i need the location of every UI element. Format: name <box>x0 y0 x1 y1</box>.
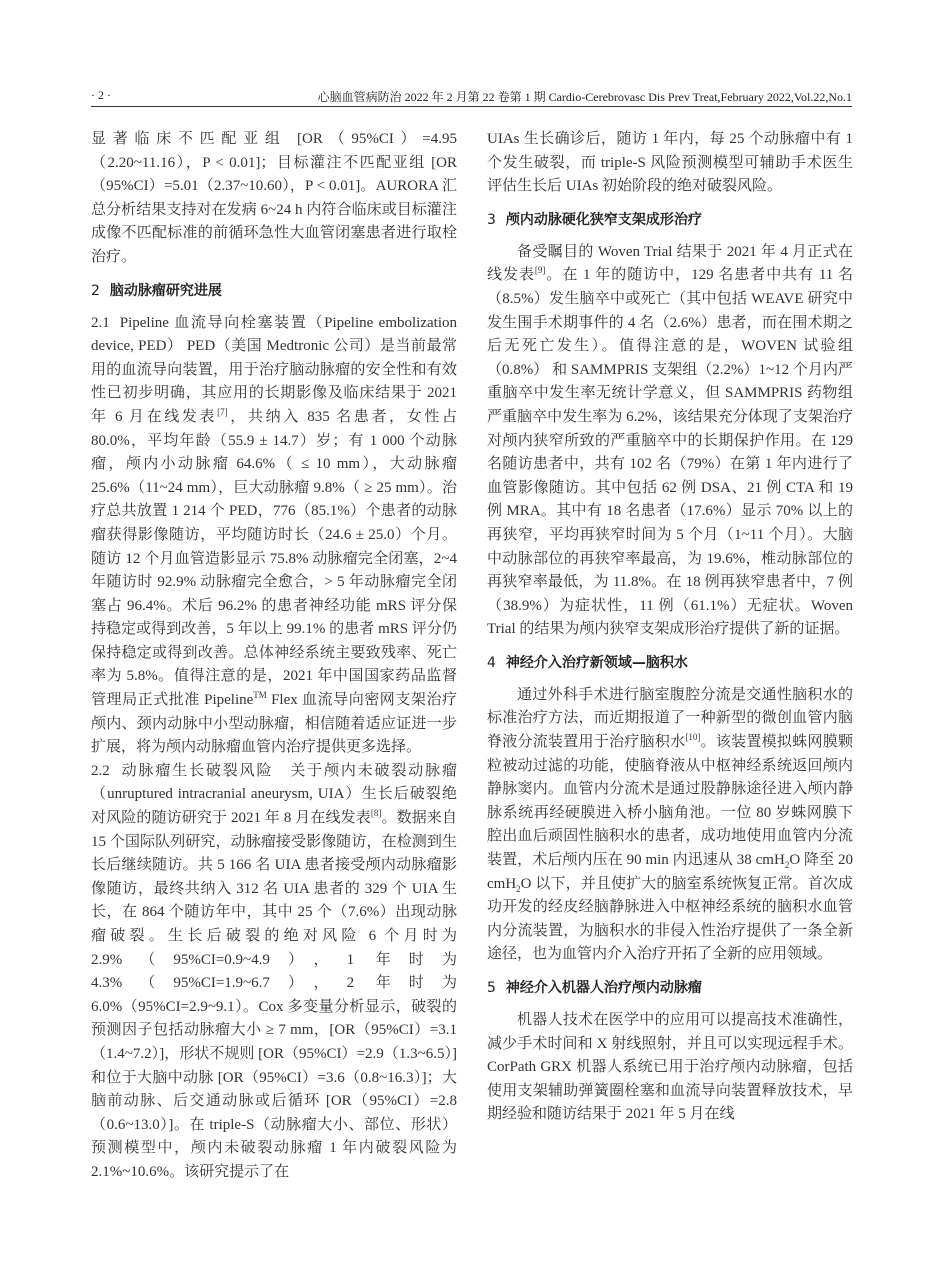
section-3-heading <box>487 209 853 231</box>
subscript: 2 <box>516 883 521 894</box>
section-number: 5 <box>487 980 496 996</box>
section-title: 神经介入治疗新领域—脑积水 <box>505 654 688 671</box>
subsection-2-1-paragraph <box>91 312 457 760</box>
paragraph-text: ，共纳入 835 名患者，女性占 80.0%，平均年龄（55.9 ± 14.7）岁；有 1 000 个动脉瘤，颅内小动脉瘤 64.6%（ ≤ 10 mm），大动脉瘤 25.6%（11~24 mm），巨大动脉瘤 9.8%（ ≥ 25 mm）。治疗总共放置 1 214 个 PED，776（85.1%）个患者的动脉瘤获得影像随访，平均随访时长（24.6 ± 25.0）个月。随访 12 个月血管造影显示 75.8% 动脉瘤完全闭塞，2~4 年随访时 92.9% 动脉瘤完全愈合，> 5 年动脉瘤完全闭塞占 96.4%。术后 96.2% 的患者神经功能 mRS 评分保持稳定或得到改善，5 年以上 99.1% 的患者 mRS 评分仍保持稳定或得到改善。总体神经系统主要致残率、死亡率为 5.8%。值得注意的是，2021 年中国国家药品监督管理局正式批准 Pipeline <box>91 408 457 709</box>
citation-ref[interactable]: [9] <box>534 265 546 276</box>
section-3-paragraph <box>487 241 853 642</box>
citation-ref[interactable]: [10] <box>685 732 701 743</box>
left-column <box>91 128 457 1185</box>
citation-ref[interactable]: [7] <box>217 406 228 417</box>
paragraph-text: Flex 血流导向密网支架治疗颅内、颈内动脉中小型动脉瘤，相信随着适应证进一步扩展，将为颅内动脉瘤血管内治疗提供更多选择。 <box>91 692 457 756</box>
paragraph-text: O 以下，并且使扩大的脑室系统恢复正常。首次成功开发的经皮经脑静脉进入中枢神经系统的脑积水血管内分流装置，为脑积水的非侵入性治疗提供了一条全新途径，也为血管内介入治疗开拓了全新的应用领域。 <box>487 875 853 963</box>
section-number: 4 <box>487 654 496 671</box>
paragraph-text: 。在 1 年的随访中，129 名患者中共有 11 名（8.5%）发生脑卒中或死亡（其中包括 WEAVE 研究中发生围手术期事件的 4 名（2.6%）患者，而在围术期之后无死亡发生）。值得注意的是，WOVEN 试验组（0.8%） 和 SAMMPRIS 支架组（2.2%）1~12 个月内严重脑卒中发生率无统计学意义，但 SAMMPRIS 药物组严重脑卒中发生率为 6.2%，该结果充分体现了支架治疗对颅内狭窄所致的严重脑卒中的长期保护作用。在 129 名随访患者中，共有 102 名（79%）在第 1 年内进行了血管影像随访。其中包括 62 例 DSA、21 例 CTA 和 19 例 MRA。其中有 18 名患者（17.6%）显示 70% 以上的再狭窄，平均再狭窄时间为 5 个月（1~11 个月）。大脑中动脉部位的再狭窄率最高，为 19.6%，椎动脉部位的再狭窄率最低，为 11.8%。在 18 例再狭窄患者中，7 例（38.9%）为症状性，11 例（61.1%）无症状。Woven Trial 的结果为颅内狭窄支架成形治疗提供了新的证据。 <box>487 267 853 638</box>
section-title: 脑动脉瘤研究进展 <box>109 282 222 299</box>
section-title: 神经介入机器人治疗颅内动脉瘤 <box>505 980 702 996</box>
journal-citation: 心脑血管病防治 2022 年 2 月第 22 卷第 1 期 Cardio-Cerebrovasc Dis Prev Treat,February 2022,Vol.22,No.1 <box>317 90 852 104</box>
subsection-2-2-paragraph <box>91 760 457 1185</box>
intro-paragraph: 显著临床不匹配亚组 [OR（95%CI）=4.95（2.20~11.16），P < 0.01]；目标灌注不匹配亚组 [OR（95%CI）=5.01（2.37~10.60），P < 0.01]。AURORA 汇总分析结果支持对在发病 6~24 h 内符合临床或目标灌注成像不匹配标准的前循环急性大血管闭塞患者进行取栓治疗。 <box>91 131 457 265</box>
continued-paragraph: UIAs 生长确诊后，随访 1 年内，每 25 个动脉瘤中有 1 个发生破裂，而 triple-S 风险预测模型可辅助手术医生评估生长后 UIAs 初始阶段的绝对破裂风险。 <box>487 131 853 195</box>
header-rule <box>91 106 852 107</box>
section-5-paragraph: 机器人技术在医学中的应用可以提高技术准确性，减少手术时间和 X 射线照射，并且可以实现远程手术。CorPath GRX 机器人系统已用于治疗颅内动脉瘤，包括使用支架辅助弹簧圈栓塞和血流导向装置释放技术，早期经验和随访结果于 2021 年 5 月在线 <box>487 1012 853 1123</box>
section-4-heading <box>487 652 853 674</box>
paragraph-text: O 降至 20 cmH <box>487 852 853 892</box>
trademark-mark: TM <box>253 690 267 701</box>
section-number: 2 <box>91 282 100 299</box>
section-4-paragraph <box>487 684 853 967</box>
subsection-number: 2.2 <box>91 762 110 779</box>
section-title: 颅内动脉硬化狭窄支架成形治疗 <box>505 211 702 228</box>
paragraph-text: 动脉瘤生长破裂风险 关于颅内未破裂动脉瘤（unruptured intracranial aneurysm, UIA）生长后破裂绝对风险的随访研究于 2021 年 8 月在线发表 <box>91 762 457 827</box>
paragraph-text: 通过外科手术进行脑室腹腔分流是交通性脑积水的标准治疗方法，而近期报道了一种新型的微创血管内脑脊液分流装置用于治疗脑积水 <box>487 686 853 751</box>
section-2-heading <box>91 280 457 302</box>
running-header <box>91 86 852 108</box>
paragraph-text: 。数据来自 15 个国际队列研究，动脉瘤接受影像随访，在检测到生长后继续随访。共 5 166 名 UIA 患者接受颅内动脉瘤影像随访，最终共纳入 312 名 UIA 患者的 329 个 UIA 生长，在 864 个随访年中，其中 25 个（7.6%）出现动脉瘤破裂。生长后破裂的绝对风险 6 个月时为 2.9%（95%CI=0.9~4.9），1 年时为 4.3%（95%CI=1.9~6.7），2 年时为 6.0%（95%CI=2.9~9.1）。Cox 多变量分析显示，破裂的预测因子包括动脉瘤大小 ≥ 7 mm，[OR（95%CI）=3.1（1.4~7.2）]，形状不规则 [OR（95%CI）=2.9（1.3~6.5）] 和位于大脑中动脉 [OR（95%CI）=3.6（0.8~16.3）]；大脑前动脉、后交通动脉或后循环 [OR（95%CI）=2.8（0.6~13.0）]。在 triple-S（动脉瘤大小、部位、形状）预测模型中，颅内未破裂动脉瘤 1 年内破裂风险为 2.1%~10.6%。该研究提示了在 <box>91 810 457 1180</box>
paragraph-text: Pipeline 血流导向栓塞装置（Pipeline embolization device, PED） PED（美国 Medtronic 公司）是当前最常用的血流导向装置，用于治疗脑动脉瘤的安全性和有效性已初步明确，其应用的长期影像及临床结果于 2021 年 6 月在线发表 <box>91 314 457 425</box>
section-5-heading <box>487 977 853 999</box>
page-number: · 2 · <box>91 88 111 102</box>
right-column <box>487 128 853 1127</box>
subsection-number: 2.1 <box>91 314 110 331</box>
paragraph-text: 备受瞩目的 Woven Trial 结果于 2021 年 4 月正式在线发表 <box>487 243 853 284</box>
paragraph-text: 。该装置模拟蛛网膜颗粒被动过滤的功能，使脑脊液从中枢神经系统返回颅内静脉窦内。血管内分流术是通过股静脉途径进入颅内静脉系统再经硬膜进入桥小脑角池。一位 80 岁蛛网膜下腔出血后顽固性脑积水的患者，成功地使用血管内分流装置，术后颅内压在 90 min 内迅速从 38 cmH <box>487 734 853 869</box>
subscript: 2 <box>784 860 790 871</box>
section-number: 3 <box>487 211 496 228</box>
citation-ref[interactable]: [8] <box>370 808 382 819</box>
